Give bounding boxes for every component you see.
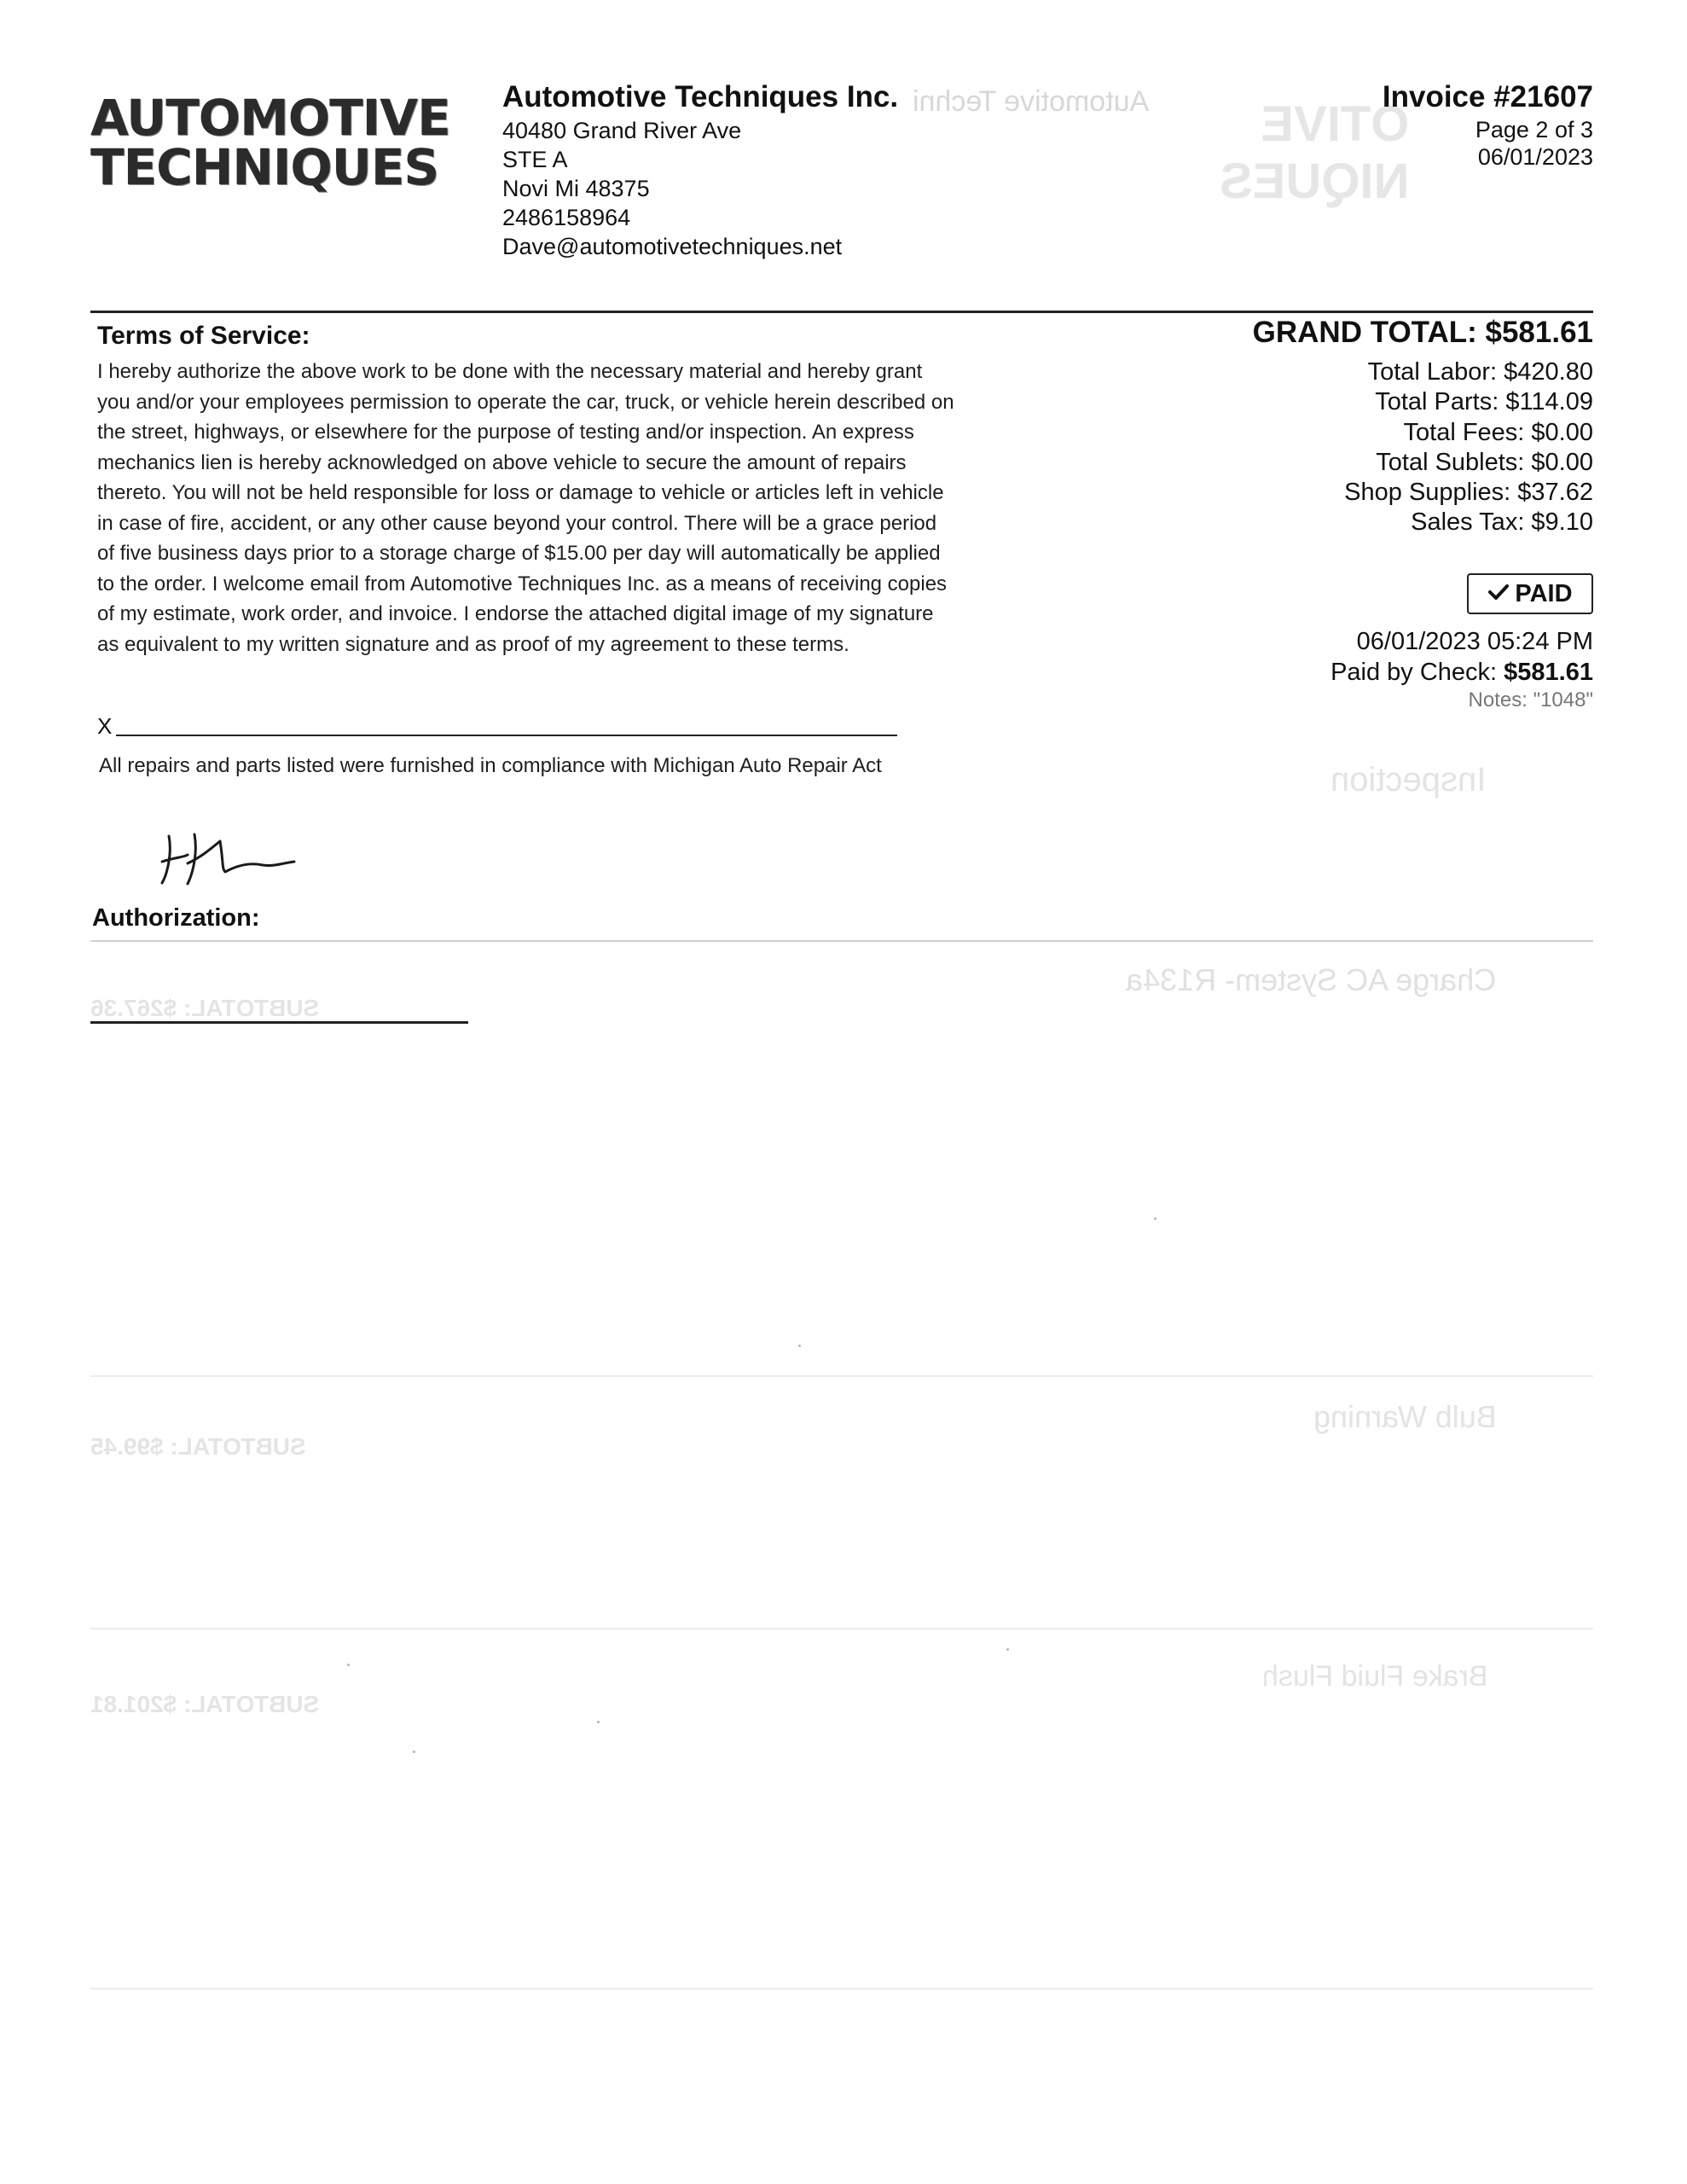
company-address-1: 40480 Grand River Ave xyxy=(502,118,742,143)
terms-of-service xyxy=(97,319,959,659)
authorization-label: Authorization: xyxy=(92,904,260,932)
invoice-page: Automotive Techni OTIVE NIQUES Inspection Charge AC System- R134a Bulb Warning Brake Fluid Flush SUBTOTAL: $267.36 SUBTOTAL: $99.45 SUBTOTAL: $201.81 AUTOMOTIVE TECHNIQUES Automotive Techniques Inc. 40480 Grand River Ave STE A Novi Mi 48375 2486158964 Dave@automotivetechniques.net Invoice #21607 Page 2 of 3 06/01/2023 Terms of Service: I hereby authorize the above work to be done with the necessary material and hereby grant you and/or your employees permission to operate the car, truck, or vehicle herein described on the street, highways, or elsewhere for the purpose of testing and/or inspection. An express mechanics lien is hereby acknowledged on above vehicle to secure the amount of repairs thereto. You will not be held responsible for loss or damage to vehicle or articles left in vehicle in case of fire, accident, or any other cause beyond your control. There will be a grace period of five business days prior to a storage charge of $15.00 per day will automatically be applied to the order. I welcome email from Automotive Techniques Inc. as a means of receiving copies of my estimate, work order, and invoice. I endorse the attached digital image of my signature as equivalent to my written signature and as proof of my agreement to these terms. X All repairs and parts listed were furnished in compliance with Michigan Auto Repair Act Authorization: GRAND TOTAL: $581.61 Total Labor: $420.80 Total Parts: $114.09 Total Fees: $0.00 Total Sublets: $0.00 Shop Supplies: $37.62 Sales Tax: $9.10 PAID 06/01/2023 05:24 PM Paid by Check: $581.61 Notes: "1048" xyxy=(0,0,1687,2184)
payment-notes: Notes: "1048" xyxy=(1468,688,1593,712)
signature-image xyxy=(154,810,324,900)
compliance-statement: All repairs and parts listed were furnished in compliance with Michigan Auto Repair Act xyxy=(99,754,882,777)
header-divider xyxy=(90,311,1593,313)
page-indicator: Page 2 of 3 xyxy=(1475,117,1593,142)
checkmark-icon xyxy=(1487,580,1510,608)
authorization-underline xyxy=(90,1021,468,1024)
company-name: Automotive Techniques Inc. xyxy=(502,80,899,113)
payment-amount: $581.61 xyxy=(1504,659,1593,686)
grand-total: GRAND TOTAL: $581.61 xyxy=(1252,316,1593,349)
terms-title: Terms of Service: xyxy=(97,322,310,350)
terms-body: I hereby authorize the above work to be done with the necessary material and hereby grant you and/or your employees permission to operate the car, truck, or vehicle herein described on the street, highways, or elsewhere for the purpose of testing and/or inspection. An express mechanics lien is hereby acknowledged on above vehicle to secure the amount of repairs thereto. You will not be held responsible for loss or damage to vehicle or articles left in vehicle in case of fire, accident, or any other cause beyond your control. There will be a grace period of five business days prior to a storage charge of $15.00 per day will automatically be applied to the order. I welcome email from Automotive Techniques Inc. as a means of receiving copies of my estimate, work order, and invoice. I endorse the attached digital image of my signature as equivalent to my written signature and as proof of my agreement to these terms. xyxy=(97,360,954,656)
paid-status-label: PAID xyxy=(1515,579,1573,607)
total-parts: Total Parts: $114.09 xyxy=(1375,388,1593,416)
invoice-number: Invoice #21607 xyxy=(1382,80,1593,113)
company-city-state-zip: Novi Mi 48375 xyxy=(502,176,650,201)
invoice-header xyxy=(1383,78,1593,171)
company-email: Dave@automotivetechniques.net xyxy=(502,234,843,259)
payment-method-label: Paid by Check: xyxy=(1330,659,1504,686)
invoice-date: 06/01/2023 xyxy=(1477,144,1593,170)
company-phone: 2486158964 xyxy=(502,205,631,230)
signature-line xyxy=(97,713,112,740)
payment-datetime: 06/01/2023 05:24 PM xyxy=(1356,628,1593,655)
totals-summary xyxy=(1253,314,1593,538)
shop-supplies: Shop Supplies: $37.62 xyxy=(1344,479,1593,507)
signature-prefix: X xyxy=(97,713,113,739)
sales-tax: Sales Tax: $9.10 xyxy=(1411,508,1593,537)
payment-info xyxy=(1330,626,1593,713)
total-fees: Total Fees: $0.00 xyxy=(1403,418,1593,446)
total-sublets: Total Sublets: $0.00 xyxy=(1376,448,1593,476)
logo-line-2: TECHNIQUES xyxy=(90,138,439,196)
total-labor: Total Labor: $420.80 xyxy=(1367,358,1593,386)
authorization-divider xyxy=(90,940,1593,942)
company-address-2: STE A xyxy=(502,147,568,172)
company-logo xyxy=(90,89,450,196)
company-info xyxy=(502,78,898,261)
logo-line-1: AUTOMOTIVE xyxy=(90,89,450,147)
payment-method xyxy=(1330,657,1593,688)
paid-status-badge xyxy=(1467,573,1593,614)
signature-rule xyxy=(116,735,897,736)
